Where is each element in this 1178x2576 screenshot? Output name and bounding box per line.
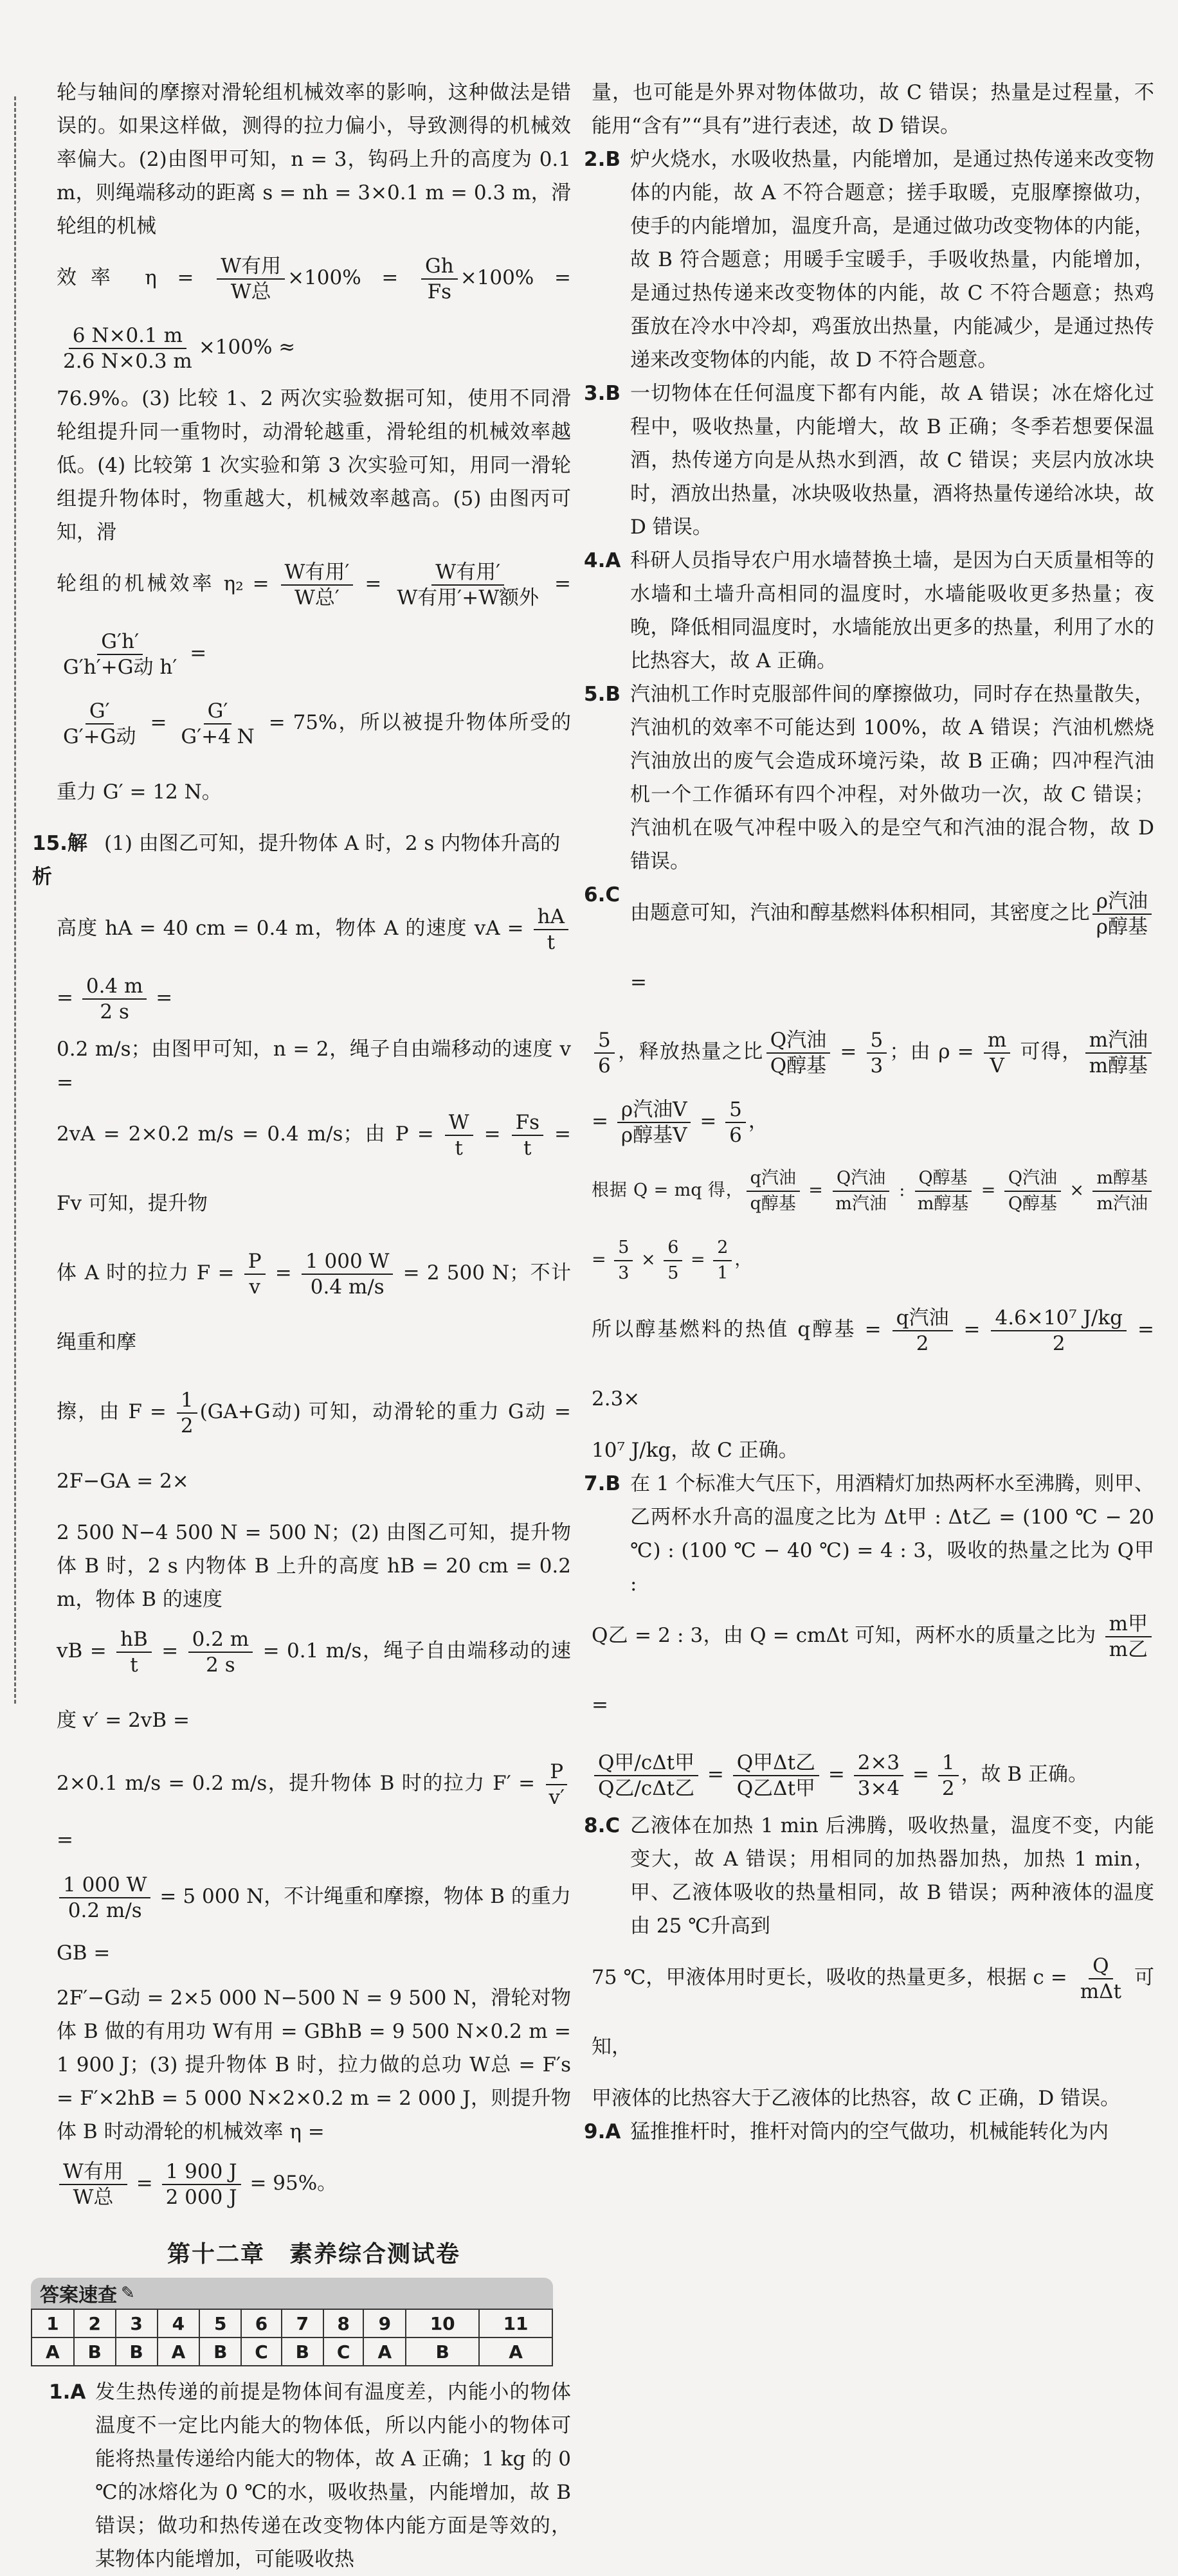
q6-line-heat-value: 根据 Q = mq 得， $\frac{\text{q汽油}}{\text{q醇基}}$ = $\frac{\text{Q汽油}}{\text{m汽油}}$ : $\frac{\text{Q醇基}}{\text{m醇基}}$ = $\frac{\text{Q汽油}}{\text{Q醇基}}$ × $\frac{\text{m醇基}}{\text{m汽油}}$ = $\frac{5}{3}$ × $\frac{6}{5}$ = $\frac{2}{1}$ ， bbox=[592, 1156, 1154, 1295]
question-1 bbox=[49, 2375, 571, 2576]
q8-line-formula: 75 ℃，甲液体用时更长，吸收的热量更多，根据 c = $\frac{Q}{\text{mΔt}}$ 可知， bbox=[592, 1954, 1154, 2058]
q9-text: 猛推推杆时，推杆对筒内的空气做功，机械能转化为内 bbox=[630, 2120, 1109, 2143]
q8-line-result: 甲液体的比热容大于乙液体的比热容，故 C 正确，D 错误。 bbox=[592, 2087, 1121, 2110]
question-8: 8.C 乙液体在加热 1 min 后沸腾，吸收热量，温度不变，内能变大，故 A 错误；用相同的加热器加热，加热 1 min，甲、乙液体吸收的热量相同，故 B 错误；两种液体的温度由 25 ℃升高到 bbox=[592, 1809, 1154, 1943]
q7-line-ratio: $\frac{\text{Q甲/cΔt甲}}{\text{Q乙/cΔt乙}}$ = $\frac{\text{Q甲Δt乙}}{\text{Q乙Δt甲}}$ = $\frac{2\times 3}{3\times 4}$ = $\frac{1}{2}$ ，故 B 正确。 bbox=[592, 1740, 1154, 1809]
q15-label: 15.解析 bbox=[32, 832, 87, 888]
answer-quick-check bbox=[31, 2278, 553, 2366]
question-3 bbox=[584, 377, 1154, 544]
q15-line-power: 2vA = 2×0.2 m/s = 0.4 m/s；由 P = $\frac{W}{t}$ = $\frac{Fs}{t}$ = Fv 可知，提升物 bbox=[57, 1110, 571, 1215]
q15-line-friction: 擦，由 F = $\frac{1}{2}$ (GA+G动) 可知，动滑轮的重力 G动 = 2F−GA = 2× bbox=[57, 1388, 571, 1493]
quick-check-title: 答案速查 bbox=[40, 2284, 117, 2307]
right-column bbox=[584, 76, 1154, 2148]
question-9 bbox=[584, 2115, 1154, 2148]
q6-line-result: 10⁷ J/kg，故 C 正确。 bbox=[592, 1439, 799, 1462]
q15-line-part2: 2 500 N−4 500 N = 500 N；(2) 由图乙可知，提升物体 B 时，2 s 内物体 B 上升的高度 hB = 20 cm = 0.2 m，物体 B 的速度 bbox=[57, 1521, 571, 1611]
answer-table bbox=[31, 2309, 553, 2366]
q15-line-force-a: 体 A 时的拉力 F = $\frac{P}{v}$ = $\frac{1 000 W}{0.4 m/s}$ = 2 500 N；不计绳重和摩 bbox=[57, 1249, 572, 1354]
pen-icon: ✎ bbox=[121, 2283, 135, 2303]
question-5 bbox=[584, 678, 1154, 878]
q2-text: 炉火烧水，水吸收热量，内能增加，是通过热传递来改变物体的内能，故 A 不符合题意；搓手取暖，克服摩擦做功，使手的内能增加，温度升高，是通过做功改变物体的内能，故 B 符合题意；用暖手宝暖手，手吸收热量，内能增加，是通过热传递来改变物体的内能，故 C 不符合题意；热鸡蛋放在冷水中冷却，鸡蛋放出热量，内能减少，是通过热传递来改变物体的内能，故 D 不符合题意。 bbox=[630, 148, 1154, 372]
q7-label: 7.B bbox=[584, 1472, 621, 1495]
q6-line-ratios: $\frac{5}{6}$ ，释放热量之比 $\frac{\text{Q汽油}}{\text{Q醇基}}$ = $\frac{5}{3}$ ；由 ρ = $\frac{m}{V}$ 可得， $\frac{\text{m汽油}}{\text{m醇基}}$ = $\frac{\text{ρ汽油V}}{\text{ρ醇基V}}$ = $\frac{5}{6}$ ， bbox=[592, 1017, 1154, 1156]
q3-text: 一切物体在任何温度下都有内能，故 A 错误；冰在熔化过程中，吸收热量，内能增大，故 B 正确；冬季若想要保温酒，热传递方向是从热水到酒，故 C 错误；夹层内放冰块时，酒放出热量，冰块吸收热量，酒将热量传递给冰块，故 D 错误。 bbox=[630, 382, 1154, 539]
q14-conclusion-text: 76.9%。(3) 比较 1、2 两次实验数据可知，使用不同滑轮组提升同一重物时，动滑轮越重，滑轮组的机械效率越低。(4) 比较第 1 次实验和第 3 次实验可知，用同一滑轮组提升物体时，物重越大，机械效率越高。(5) 由图丙可知，滑 bbox=[57, 387, 571, 544]
q15-line-rope-speed: 0.2 m/s；由图甲可知，n = 2，绳子自由端移动的速度 v = bbox=[57, 1038, 571, 1094]
q3-label: 3.B bbox=[584, 382, 621, 405]
q5-text: 汽油机工作时克服部件间的摩擦做功，同时存在热量散失，汽油机的效率不可能达到 100%，故 A 错误；汽油机燃烧汽油放出的废气会造成环境污染，故 B 正确；四冲程汽油机一个工作循环有四个冲程，对外做功一次，故 C 错误；汽油机在吸气冲程中吸入的是空气和汽油的混合物，故 D 错误。 bbox=[630, 683, 1154, 873]
chapter-title: 第十二章 素养综合测试卷 bbox=[167, 2241, 460, 2267]
q7-line-mass: Q乙 = 2 : 3，由 Q = cmΔt 可知，两杯水的质量之比为 $\frac{\text{m甲}}{\text{m乙}}$ = bbox=[592, 1601, 1154, 1740]
q2-label: 2.B bbox=[584, 148, 621, 171]
q6-label: 6.C bbox=[584, 883, 621, 906]
question-2 bbox=[584, 143, 1154, 377]
question-7: 7.B 在 1 个标准大气压下，用酒精灯加热两杯水至沸腾，则甲、乙两杯水升高的温度之比为 Δt甲 : Δt乙 = (100 ℃ − 20 ℃) : (100 ℃ − 40 ℃) = 4 : 3，吸收的热量之比为 Q甲 : bbox=[592, 1467, 1154, 1601]
q1-continued-text: 量，也可能是外界对物体做功，故 C 错误；热量是过程量，不能用“含有”“具有”进行表述，故 D 错误。 bbox=[592, 81, 1154, 138]
answer-letter-row: A B B A B C B C A B A bbox=[32, 2337, 552, 2366]
q4-label: 4.A bbox=[584, 549, 621, 572]
q9-label: 9.A bbox=[584, 2120, 621, 2143]
q4-text: 科研人员指导农户用水墙替换土墙，是因为白天质量相等的水墙和土墙升高相同的温度时，水墙能吸收更多热量；夜晚，降低相同温度时，水墙能放出更多的热量，利用了水的比热容大，故 A 正确。 bbox=[630, 549, 1154, 672]
question-4 bbox=[584, 544, 1154, 678]
q15-line-weight-b: $\frac{1 000 W}{0.2 m/s}$ = 5 000 N，不计绳重和摩擦，物体 B 的重力 GB = bbox=[57, 1873, 571, 1965]
question-6: 6.C 由题意可知，汽油和醇基燃料体积相同，其密度之比 $\frac{\text{ρ汽油}}{\text{ρ醇基}}$ = bbox=[592, 878, 1154, 1017]
q1-label: 1.A bbox=[49, 2381, 86, 2404]
q14-eta2-equation: 轮组的机械效率 η₂ = $\frac{\text{W有用′}}{\text{W总′}}$ = $\frac{\text{W有用′}}{\text{W有用′+W额外}}$ = $\frac{G'h'}{\text{G′h′+G动 h′}}$ = bbox=[57, 560, 571, 679]
q5-label: 5.B bbox=[584, 683, 621, 706]
q15-line-force-b: 2×0.1 m/s = 0.2 m/s，提升物体 B 时的拉力 F′ = $\frac{P}{v'}$ = bbox=[57, 1755, 571, 1868]
q8-label: 8.C bbox=[584, 1814, 621, 1837]
q1-text: 发生热传递的前提是物体间有温度差，内能小的物体温度不一定比内能大的物体低，所以内能小的物体可能将热量传递给内能大的物体，故 A 正确；1 kg 的 0 ℃的冰熔化为 0 ℃的水，吸收热量，内能增加，故 B 错误；做功和热传递在改变物体内能方面是等效的，某物体内能增加，可能吸收热 bbox=[95, 2381, 571, 2571]
q14-continued-text: 轮与轴间的摩擦对滑轮组机械效率的影响，这种做法是错误的。如果这样做，测得的拉力偏小，导致测得的机械效率偏大。(2)由图甲可知，n = 3，钩码上升的高度为 0.1 m，则绳端移动的距离 s = nh = 3×0.1 m = 0.3 m，滑轮组的机械 bbox=[57, 81, 571, 238]
binding-dash-line bbox=[14, 96, 16, 1704]
q15-line-efficiency: $\frac{\text{W有用}}{\text{W总}}$ = $\frac{1 900 J}{2 000 J}$ = 95%。 bbox=[57, 2148, 571, 2218]
q15-line-part3: 2F′−G动 = 2×5 000 N−500 N = 9 500 N，滑轮对物体 B 做的有用功 W有用 = GBhB = 9 500 N×0.2 m = 1 900 J；(3) 提升物体 B 时，拉力做的总功 W总 = F′s = F′×2hB = 5 000 N×2×0.2 m = 2 000 J，则提升物体 B 时动滑轮的机械效率 η = bbox=[57, 1986, 571, 2143]
answer-number-row: 1 2 3 4 5 6 7 8 9 10 11 bbox=[32, 2309, 552, 2337]
q15-line-speed-b: vB = $\frac{hB}{t}$ = $\frac{0.2 m}{2 s}$ = 0.1 m/s，绳子自由端移动的速度 v′ = 2vB = bbox=[57, 1627, 571, 1732]
q14-gravity-equation: $\frac{G'}{\text{G′+G动}}$ = $\frac{G'}{G'+4 N}$ = 75%，所以被提升物体所受的重力 G′ = 12 N。 bbox=[57, 699, 571, 804]
question-15: 15.解析 (1) 由图乙可知，提升物体 A 时，2 s 内物体升高的 bbox=[57, 827, 571, 894]
left-column bbox=[32, 76, 572, 2576]
q15-line-speed-a: 高度 hA = 40 cm = 0.4 m，物体 A 的速度 vA = $\frac{hA}{t}$ = $\frac{0.4 m}{2 s}$ = bbox=[57, 894, 571, 1032]
q6-line-fuel-value: 所以醇基燃料的热值 q醇基 = $\frac{\text{q汽油}}{2}$ = $\frac{\text{4.6×10⁷ J/kg}}{2}$ = 2.3× bbox=[592, 1306, 1154, 1410]
q14-efficiency-equation: 效率 η = $\frac{\text{W有用}}{\text{W总}}$ ×100% = $\frac{Gh}{Fs}$ ×100% = $\frac{6 N\times 0.1 m}{2.6 N\times 0.3 m}$ ×100% ≈ bbox=[57, 254, 571, 373]
